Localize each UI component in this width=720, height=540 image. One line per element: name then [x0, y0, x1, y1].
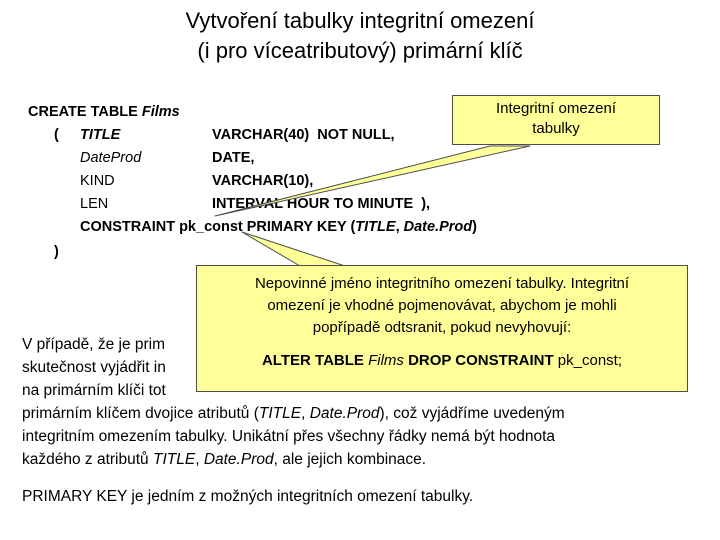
callout-name-tail: [242, 232, 345, 266]
callout-name-line-3: popřípadě odtsranit, pokud nevyhovují:: [312, 319, 572, 336]
para-line-5: integritním omezením tabulky. Unikátní přes všechny řádky nemá být hodnota: [22, 428, 556, 445]
para-attr: Date.Prod: [309, 405, 380, 422]
alter-keyword: ALTER TABLE: [261, 352, 369, 369]
para-text: , ale jejich kombinace.: [273, 451, 427, 468]
sql-type-kind: VARCHAR(10),: [212, 173, 314, 189]
para-line-2: skutečnost vyjádřit in: [22, 359, 166, 376]
sql-create-keyword: CREATE TABLE: [28, 104, 142, 120]
para-text: ), což vyjádříme uvedeným: [379, 405, 565, 422]
para-attr: TITLE: [258, 405, 302, 422]
callout-table-tail: [215, 146, 530, 216]
sql-constraint-suffix: ): [472, 219, 477, 235]
para-text: každého z atributů: [22, 451, 153, 468]
sql-constraint-col2: Date.Prod: [403, 219, 473, 235]
sql-constraint-col1: TITLE: [355, 219, 396, 235]
sql-type-title: VARCHAR(40) NOT NULL,: [212, 127, 395, 143]
callout-table-line-1: Integritní omezení: [495, 100, 617, 117]
footer-note: PRIMARY KEY je jedním z možných integritních omezení tabulky.: [22, 488, 474, 505]
callout-alter-statement: [197, 350, 687, 372]
sql-constraint-sep: ,: [395, 219, 404, 235]
callout-table-constraint: [452, 95, 660, 145]
para-text: ,: [301, 405, 310, 422]
sql-constraint-prefix: CONSTRAINT pk_const PRIMARY KEY (: [80, 219, 356, 235]
title-line-1: Vytvoření tabulky integritní omezení: [185, 8, 535, 33]
sql-type-dateprod: DATE,: [212, 150, 255, 166]
sql-col-name: DateProd: [80, 150, 142, 166]
para-attr: TITLE: [152, 451, 196, 468]
sql-open-paren: (: [54, 127, 59, 143]
alter-table-name: Films: [368, 352, 404, 369]
para-line-1: V případě, že je prim: [22, 336, 166, 353]
sql-col-name: TITLE: [80, 127, 121, 143]
para-attr: Date.Prod: [203, 451, 274, 468]
callout-table-line-2: tabulky: [532, 120, 580, 137]
sql-table-name: Films: [141, 104, 180, 120]
alter-constraint-name: pk_const;: [553, 352, 623, 369]
para-text: primárním klíčem dvojice atributů (: [22, 405, 259, 422]
para-text: ,: [195, 451, 204, 468]
sql-type-len: INTERVAL HOUR TO MINUTE ),: [212, 196, 431, 212]
alter-keyword: DROP CONSTRAINT: [403, 352, 554, 369]
para-line-3: na primárním klíči tot: [22, 382, 166, 399]
sql-close-paren: ): [54, 244, 59, 260]
title-line-2: (i pro víceatributový) primární klíč: [197, 38, 523, 63]
callout-name-line-1: Nepovinné jméno integritního omezení tabulky. Integritní: [254, 275, 630, 292]
callout-constraint-name: [196, 265, 688, 392]
sql-col-len: LEN: [80, 196, 109, 212]
callout-name-line-2: omezení je vhodné pojmenovávat, abychom je mohli: [267, 297, 617, 314]
sql-col-kind: KIND: [80, 173, 115, 189]
